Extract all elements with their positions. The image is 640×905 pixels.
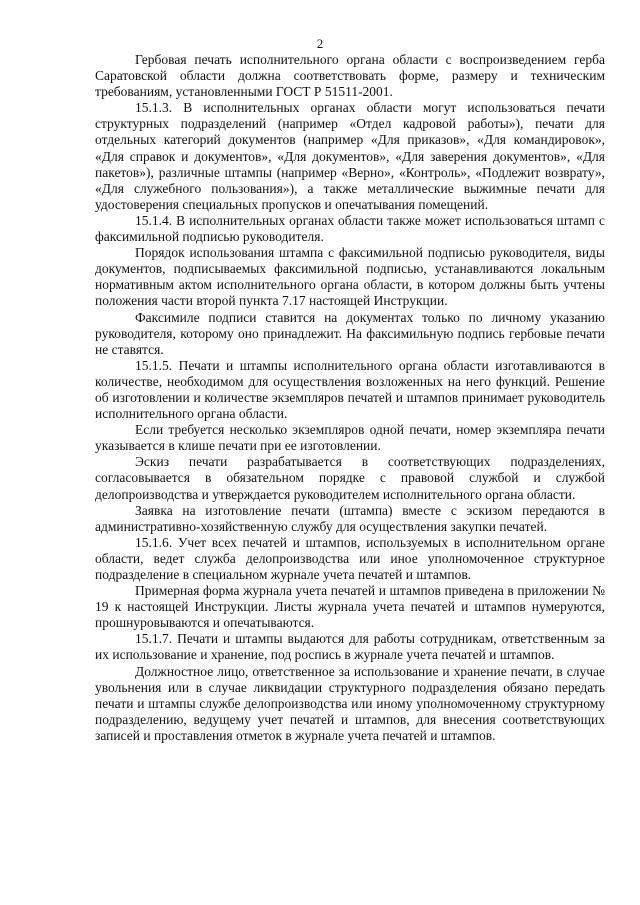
paragraph-15-1-5: 15.1.5. Печати и штампы исполнительного органа области изготавливаются в количестве, необходимом для осуществления возложенных на него функций. Решение об изготовлении и количестве экземпляров печатей и штампов принимает руководитель исполнительного органа области. (95, 357, 605, 422)
paragraph-seal-sketch: Эскиз печати разрабатывается в соответствующих подразделениях, согласовывается в обязательном порядке с правовой службой и службой делопроизводства и утверждается руководителем исполнительного органа области. (95, 454, 605, 502)
paragraph-journal-form: Примерная форма журнала учета печатей и штампов приведена в приложении № 19 к настоящей Инструкции. Листы журнала учета печатей и штампов нумеруются, прошнуровываются и опечатываются. (95, 583, 605, 631)
paragraph-15-1-3: 15.1.3. В исполнительных органах области могут использоваться печати структурных подразделений (например «Отдел кадровой работы»), печати для отдельных категорий документов (например «Для приказов», «Для командировок», «Для справок и документов», «Для документов», «Для заверения документов», «Для пакетов»), различные штампы (например «Верно», «Контроль», «Подлежит возврату», «Для служебного пользования»), а также металлические выжимные печати для удостоверения специальных пропусков и опечатывания помещений. (95, 100, 605, 212)
paragraph-facsimile-procedure: Порядок использования штампа с факсимильной подписью руководителя, виды документов, подписываемых факсимильной подписью, устанавливаются локальным нормативным актом исполнительного органа области, в котором должны быть учтены положения части второй пункта 7.17 настоящей Инструкции. (95, 245, 605, 309)
page-number: 2 (316, 36, 324, 51)
paragraph-facsimile-usage: Факсимиле подписи ставится на документах только по личному указанию руководителя, которому оно принадлежит. На факсимильную подпись гербовые печати не ставятся. (95, 309, 605, 357)
paragraph-responsible-person: Должностное лицо, ответственное за использование и хранение печати, в случае увольнения или в случае ликвидации структурного подразделения обязано передать печати и штампы службе делопроизводства или иному уполномоченному структурному подразделению, ведущему учет печатей и штампов, для внесения соответствующих записей и проставления отметок в журнале учета печатей и штампов. (95, 663, 605, 743)
paragraph-15-1-4: 15.1.4. В исполнительных органах области также может использоваться штамп с факсимильной подписью руководителя. (95, 212, 605, 245)
paragraph-15-1-7: 15.1.7. Печати и штампы выдаются для работы сотрудникам, ответственным за их использование и хранение, под роспись в журнале учета печатей и штампов. (95, 631, 605, 663)
paragraph-15-1-6: 15.1.6. Учет всех печатей и штампов, используемых в исполнительном органе области, ведет служба делопроизводства или иное уполномоченное структурное подразделение в специальном журнале учета печатей и штампов. (95, 534, 605, 582)
paragraph-seal-request: Заявка на изготовление печати (штампа) вместе с эскизом передаются в административно-хозяйственную службу для осуществления закупки печатей. (95, 502, 605, 534)
document-body (95, 52, 605, 744)
paragraph-coat-of-arms-seal: Гербовая печать исполнительного органа области с воспроизведением герба Саратовской области должна соответствовать форме, размеру и техническим требованиям, установленными ГОСТ Р 51511-2001. (95, 52, 605, 100)
paragraph-seal-copies: Если требуется несколько экземпляров одной печати, номер экземпляра печати указывается в клише печати при ее изготовлении. (95, 422, 605, 454)
